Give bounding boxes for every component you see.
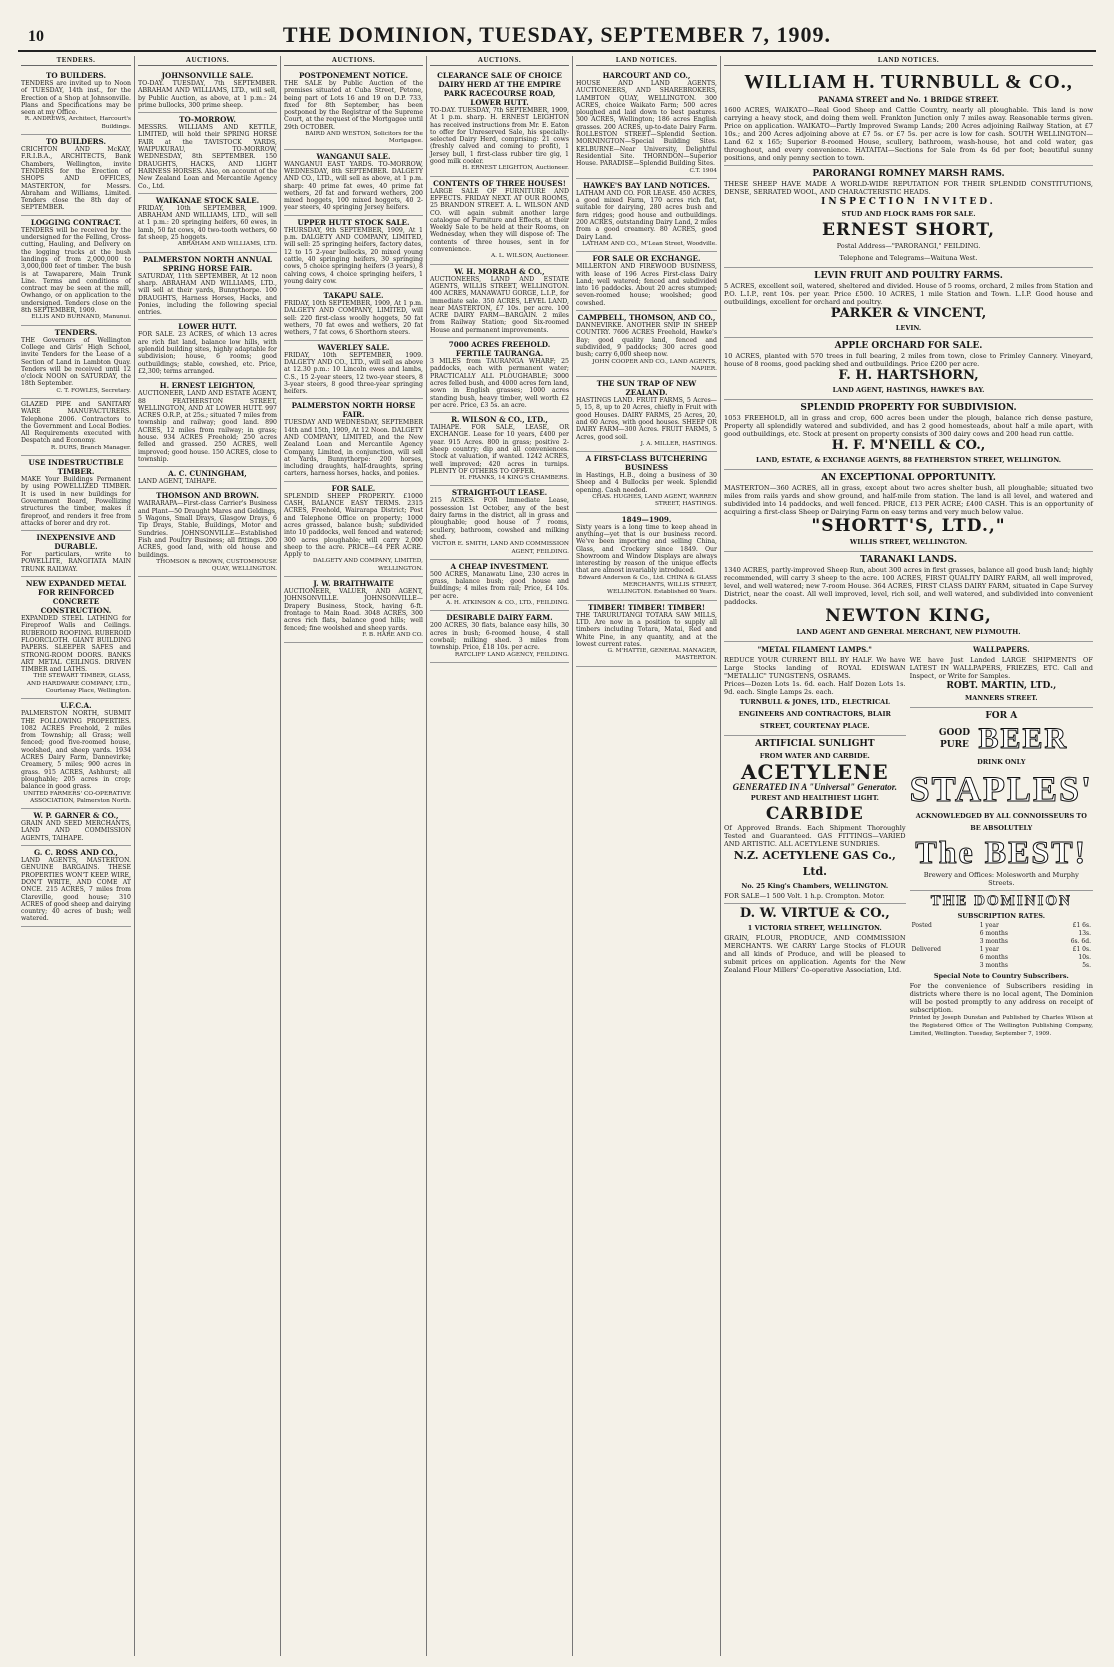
lamps-body: REDUCE YOUR CURRENT BILL BY HALF. We have Large Stocks landing of ROYAL EDISWAN "METALLIC" TUNGSTENS, OSRAMS. xyxy=(724,656,906,680)
motor-for-sale: FOR SALE—1 500 Volt. 1 h.p. Crompton. Motor. xyxy=(724,892,885,900)
virtue-body: GRAIN, FLOUR, PRODUCE, AND COMMISSION MERCHANTS. WE CARRY Large Stocks of FLOUR and all kinds of Produce, and will be pleased to submit prices on application. Agents for the New Zealand Flour Millers' Co-operative Association, Ltd. xyxy=(724,934,906,974)
subscription-cell: 1 year xyxy=(979,946,999,953)
virtue-name: D. W. VIRTUE & CO., xyxy=(739,906,890,921)
ad-title: UPPER HUTT STOCK SALE. xyxy=(297,217,410,227)
nz-acetylene-name: N.Z. ACETYLENE GAS Co., Ltd. xyxy=(733,849,896,878)
advertisement xyxy=(138,113,277,194)
ad-title: WAVERLEY SALE. xyxy=(317,342,390,352)
ad-body: TO-DAY. TUESDAY, 7th SEPTEMBER, 1909, At 1 p.m. sharp. H. ERNEST LEIGHTON has received instructions from Mr. E. Eaton to offer for Unreserved Sale, his specially-selected Dairy Herd, comprising: 21 cows (freshly calved and coming to profit), 1 Jersey bull, 1 first-class rubber tire gig, 1 good milk cooler. xyxy=(430,107,569,166)
ad-body: MESSRS. WILLIAMS AND KETTLE, LIMITED, will hold their SPRING HORSE FAIR at the TAVISTOCK YARDS, WAIPUKURAU, TO-MORROW, WEDNESDAY, 8th SEPTEMBER. 150 DRAUGHTS, HACKS, AND LIGHT HARNESS HORSES. Also, on account of the New Zealand Loan and Mercantile Agency Co., Ltd. xyxy=(138,124,277,190)
lamps-ad xyxy=(724,642,906,736)
columns xyxy=(18,56,1096,1656)
acetylene-generator: GENERATED IN A "Universal" Generator. xyxy=(732,782,898,792)
ad-body: Sixty years is a long time to keep ahead in anything—yet that is our business record. We've been importing and selling China, Glass, and Crockery since 1849. Our Showroom and Window Displays are always interesting by reason of the unique effects that are almost invariably introduced. xyxy=(576,523,717,575)
ad-body: LATHAM AND CO. FOR LEASE. 450 ACRES, a good mixed Farm, 170 acres rich flat, suitable for dairying, 280 acres bush and fern ridges; good house and outbuildings. 200 ACRES, outstanding Dairy Land, 2 miles from a good creamery. 80 ACRES, good Dairy Land. xyxy=(576,189,717,241)
special-note: Special Note to Country Subscribers. xyxy=(933,972,1069,980)
advertisement xyxy=(576,252,717,311)
column-2 xyxy=(135,56,281,1656)
acetylene-sub: FROM WATER AND CARBIDE. xyxy=(759,752,870,760)
ad-signature: R. DURS, Branch Manager. xyxy=(50,444,131,451)
lamps-title: "METAL FILAMENT LAMPS." xyxy=(757,645,872,654)
ad-title: HARCOURT AND CO., xyxy=(602,71,691,80)
subdivision-body: 1053 FREEHOLD, all in grass and crop, 600 acres been under the plough, balance rich dense pasture, Property all splendidly watered and subdivided, and has 2 good homesteads, about half a mile apart, with good outbuildings, etc. Stock at present on property consists of 300 dairy cows and 200 head run cattle. xyxy=(724,414,1093,438)
advertisement xyxy=(138,467,277,489)
ad-signature: F. B. HARE AND CO. xyxy=(362,631,423,638)
subscription-cell: 10s. xyxy=(1078,954,1091,961)
ad-body: TO-DAY. TUESDAY, 7th SEPTEMBER. ABRAHAM AND WILLIAMS, LTD., will sell, by Public Auction, as above, at 1 p.m.: 24 prime bullocks, 300 prime sheep. xyxy=(138,80,277,109)
ad-body: THE TARURUTANGI TOTARA SAW MILLS, LTD. Are now in a position to supply all timbers including Totara, Matai, Red and White Pine, in any quantity, and at the lowest current rates. xyxy=(576,611,717,648)
ad-signature: DALGETY AND COMPANY, LIMITED, WELLINGTON. xyxy=(312,558,423,572)
subscription-cell: 3 months xyxy=(979,938,1008,945)
advertisement xyxy=(21,531,131,577)
parorangi-title: PARORANGI ROMNEY MARSH RAMS. xyxy=(812,169,1005,179)
ad-signature: RATCLIFF LAND AGENCY, FEILDING. xyxy=(454,651,569,658)
apple-orchard-ad xyxy=(724,338,1093,400)
exceptional-body: MASTERTON—360 ACRES, all in grass, except about two acres shelter bush, all ploughable; situated two miles from rails yards and show ground, and half-mile from station. The land is all level, and watered and subdivided into 14 paddocks, and well fenced. PRICE, £13 PER ACRE; £400 CASH. This is an opportunity of acquiring a first-class Sheep or Dairying Farm on easy terms and very much below value. xyxy=(724,484,1093,516)
dominion-sub: SUBSCRIPTION RATES. xyxy=(957,912,1045,920)
ad-title: USE INDESTRUCTIBLE TIMBER. xyxy=(28,458,124,477)
taranaki-body: 1340 ACRES, partly-improved Sheep Run, about 300 acres in first grasses, balance all good bush land; highly recommended, will carry 3 sheep to the acre. 100 ACRES, FIRST QUALITY DAIRY FARM, all well improved, level, and well watered; new 7-room House. 364 ACRES, FIRST CLASS DAIRY FARM, situated in Cape Survey District, near the coast. All well improved, level, rich soil, and well watered, and subdivided into convenient paddocks. xyxy=(724,566,1093,606)
ad-body: 215 ACRES. FOR Immediate Lease, possession 1st October, any of the best dairy farms in the district, all in grass and ploughable; good house of 7 rooms, scullery, bathroom, cowshed and milking shed. xyxy=(430,497,569,541)
ad-title: TIMBER! TIMBER! TIMBER! xyxy=(587,602,706,612)
ad-signature: UNITED FARMERS' CO-OPERATIVE ASSOCIATION, Palmerston North. xyxy=(23,790,131,804)
advertisement xyxy=(21,456,131,531)
page-number: 10 xyxy=(28,28,44,45)
ad-body: TUESDAY AND WEDNESDAY, SEPTEMBER 14th and 15th, 1909, At 12 Noon. DALGETY AND COMPANY, LIMITED, and the New Zealand Loan and Mercantile Agency Company, Limited, in conjunction, will sell at Yards, Bunnythorpe: 200 horses, including draughts, half-draughts, spring carters, harness horses, hacks, and ponies. xyxy=(284,419,423,478)
wallpapers-title: WALLPAPERS. xyxy=(973,645,1030,654)
ad-body: THURSDAY, 9th SEPTEMBER, 1909, At 1 p.m. DALGETY AND COMPANY, LIMITED, will sell: 25 springing heifers, factory dates, 12 to 15 2-year bullocks, 20 mixed young cattle, 40 springing heifers, 30 springing cows, 5 choice springing heifers (3 years), 8 calving cows, 4 choice springing heifers, 1 young dairy cow. xyxy=(284,226,423,285)
dominion-title: THE DOMINION xyxy=(930,893,1072,909)
exceptional-ad xyxy=(724,470,1093,552)
ad-title: A. C. CUNINGHAM, xyxy=(168,469,247,479)
advertisement xyxy=(21,399,131,456)
wallpapers-body: WE have Just Landed LARGE SHIPMENTS OF LATEST IN WALLPAPERS, FRIEZES, ETC. Call and Inspect, or Write for Samples. xyxy=(909,656,1093,680)
ad-body: CRICHTON AND McKAY, F.R.I.B.A., ARCHITECTS, Bank Chambers, Wellington, invite TENDERS for the Erection of SHOPS AND OFFICES, MASTERTON, for Messrs. Abraham and Williams, Limited. Tenders close the 8th day of SEPTEMBER. xyxy=(21,146,131,212)
masthead xyxy=(18,20,1096,52)
advertisement xyxy=(138,320,277,379)
parorangi-ad xyxy=(724,166,1093,268)
ad-body: SATURDAY, 11th SEPTEMBER, At 12 noon sharp. ABRAHAM AND WILLIAMS, LTD., will sell at their yards, Bunnythorpe. 100 DRAUGHTS, Harness Horses, Hacks, and Ponies, including the following special entries. xyxy=(138,272,277,317)
newspaper-title: THE DOMINION, TUESDAY, SEPTEMBER 7, 1909. xyxy=(282,22,832,47)
lower-right-ads xyxy=(724,642,1093,1041)
ad-title: THE SUN TRAP OF NEW ZEALAND. xyxy=(596,379,697,398)
advertisement xyxy=(21,69,131,135)
apple-title: APPLE ORCHARD FOR SALE. xyxy=(834,341,983,351)
advertisement xyxy=(138,379,277,467)
newton-king-name: NEWTON KING, xyxy=(825,606,992,626)
hartshorn-address: LAND AGENT, HASTINGS, HAWKE'S BAY. xyxy=(832,386,985,394)
lamps-prices: Prices—Dozen Lots 1s. 6d. each. Half Dozen Lots 1s. 9d. each. Single Lamps 2s. each. xyxy=(724,680,906,696)
column-3 xyxy=(281,56,427,1656)
advertisement xyxy=(576,452,717,512)
right-heading: LAND NOTICES. xyxy=(724,56,1093,66)
ad-body: in Hastings, H.B., doing a business of 30 Sheep and 4 Bullocks per week. Splendid opening. Cash needed. xyxy=(576,472,717,494)
column-4 xyxy=(427,56,573,1656)
parorangi-invite: INSPECTION INVITED. xyxy=(821,197,996,207)
ad-signature: CHAS. HUGHES, LAND AGENT, WARREN STREET, HASTINGS. xyxy=(592,494,717,508)
subscription-cell: Delivered xyxy=(911,946,941,953)
ad-signature: H. FRANKS, 14 KING'S CHAMBERS. xyxy=(459,475,569,482)
ad-signature: J. A. MILLER, HASTINGS. xyxy=(640,440,717,447)
advertisement xyxy=(576,377,717,452)
dominion-subscription xyxy=(910,891,1093,1041)
parorangi-stud: STUD AND FLOCK RAMS FOR SALE. xyxy=(841,210,976,218)
ad-signature: C. T. FOWLES, Secretary. xyxy=(56,387,131,394)
ad-signature: Edward Anderson & Co., Ltd. CHINA & GLASS MERCHANTS, WILLIS STREET, WELLINGTON. Established 60 Years. xyxy=(578,574,717,596)
subscription-row xyxy=(910,922,1093,930)
ad-title: STRAIGHT-OUT LEASE. xyxy=(451,488,548,498)
ad-body: LAND AGENTS, MASTERTON. GENUINE BARGAINS. THESE PROPERTIES WON'T KEEP. WIRE, DON'T WRITE, AND COME AT ONCE. 215 ACRES, 7 miles from Clareville, good house; 310 ACRES of good sheep and dairying country; 40 acres of bush; well watered. xyxy=(21,857,131,923)
advertisement xyxy=(430,413,569,486)
acetylene-title: ARTIFICIAL SUNLIGHT xyxy=(754,739,875,749)
brewery-address: Brewery and Offices: Molesworth and Murphy Streets. xyxy=(923,871,1079,887)
ad-title: G. C. ROSS AND CO., xyxy=(34,848,118,858)
staples-beer-ad xyxy=(910,708,1093,891)
turnbull-sub: PANAMA STREET and No. 1 BRIDGE STREET. xyxy=(818,95,999,104)
shortts-address: WILLIS STREET, WELLINGTON. xyxy=(849,538,968,546)
ad-title: FOR SALE OR EXCHANGE. xyxy=(592,254,701,264)
ad-title: J. W. BRAITHWAITE xyxy=(313,579,394,589)
subscription-cell: 6 months xyxy=(979,954,1008,961)
ad-title: U.F.C.A. xyxy=(60,701,92,711)
column-heading: LAND NOTICES. xyxy=(576,56,717,66)
ad-body: 3 MILES from TAURANGA WHARF; 25 paddocks, each with permanent water; PRACTICALLY ALL PLOUGHABLE; 3000 acres felled bush, and 4000 acres fern land, sown in English grasses; 1000 acres standing bush, heavy timber, well worth £2 per acre. Price, £3 5s. an acre. xyxy=(430,358,569,409)
ad-title: TO BUILDERS. xyxy=(46,71,106,80)
ad-signature: LATHAM AND CO., M'Lean Street, Woodville. xyxy=(582,240,717,247)
levin-body: 5 ACRES, excellent soil, watered, sheltered and divided. House of 5 rooms, orchard, 2 miles from Station and P.O. L.I.P., rent 10s. per year. Price £500. 10 ACRES, 1 mile Station and Town. L.I.P. Good house and outbuildings, excellent for orchard and poultry. xyxy=(724,282,1093,306)
advertisement xyxy=(284,482,423,577)
mneill-address: LAND, ESTATE, & EXCHANGE AGENTS, 88 FEATHERSTON STREET, WELLINGTON. xyxy=(755,456,1062,464)
subscription-cell: 1 year xyxy=(979,922,999,929)
special-note-body: For the convenience of Subscribers residing in districts where there is no local agent, The Dominion will be posted promptly to any address on receipt of subscription. xyxy=(909,982,1093,1014)
advertisement xyxy=(138,194,277,253)
ad-body: EXPANDED STEEL LATHING for Fireproof Walls and Ceilings. RUBEROID ROOFING. RUBEROID FLOORCLOTH. GIANT BUILDING PAPERS. SLEEPER SAFES and STRONG-ROOM DOORS. BANKS ART METAL CEILINGS. DRIVEN TIMBER and LATHS. xyxy=(21,615,131,674)
advertisement xyxy=(21,699,131,809)
column-1 xyxy=(18,56,135,1656)
ad-title: THOMSON AND BROWN. xyxy=(156,491,259,501)
ad-title: LOGGING CONTRACT. xyxy=(30,217,122,227)
parker-vincent-name: PARKER & VINCENT, xyxy=(830,306,987,321)
ad-body: AUCTIONEER, LAND AND ESTATE AGENT, 88 FEATHERSTON STREET, WELLINGTON, AND AT LOWER HUTT. 997 ACRES O.R.P., at 25s.; situated 7 miles from township and railway; good land. 890 ACRES, 12 miles from railway; in grass; house. 934 ACRES Freehold; 250 acres felled and grassed. 250 ACRES, well improved; good house. 150 ACRES, close to township. xyxy=(138,390,277,463)
subscription-cell xyxy=(910,938,978,946)
advertisement xyxy=(21,135,131,216)
advertisement xyxy=(138,69,277,113)
ad-signature: ABRAHAM AND WILLIAMS, LTD. xyxy=(177,241,277,248)
subscription-cell: 6s. 6d. xyxy=(1070,938,1091,945)
advertisement xyxy=(284,289,423,340)
ad-signature: THOMSON & BROWN, CUSTOMHOUSE QUAY, WELLINGTON. xyxy=(156,558,277,573)
ad-title: CONTENTS OF THREE HOUSES! xyxy=(433,178,566,188)
robt-martin-name: ROBT. MARTIN, LTD., xyxy=(946,681,1057,691)
ad-title: 7000 ACRES FREEHOLD. FERTILE TAURANGA. xyxy=(448,340,551,359)
ad-title: HAWKE'S BAY LAND NOTICES. xyxy=(583,180,710,190)
ad-title: TAKAPU SALE. xyxy=(323,291,384,301)
advertisement xyxy=(430,69,569,177)
ad-body: LAND AGENT, TAIHAPE. xyxy=(138,478,217,486)
nz-acetylene-address: No. 25 King's Chambers, WELLINGTON. xyxy=(741,882,889,890)
ad-title: H. ERNEST LEIGHTON, xyxy=(159,381,256,391)
advertisement xyxy=(284,69,423,150)
ad-body: 200 ACRES, 30 flats, balance easy hills, 30 acres in bush; 6-roomed house, 4 stall cowbail; milking shed. 3 miles from township. Price, £18 10s. per acre. xyxy=(430,622,569,652)
ad-signature: H. ERNEST LEIGHTON, Auctioneer. xyxy=(462,165,569,172)
advertisement xyxy=(430,611,569,662)
ad-title: FOR SALE. xyxy=(331,483,376,493)
advertisement xyxy=(284,150,423,216)
taranaki-title: TARANAKI LANDS. xyxy=(860,555,957,565)
advertisement xyxy=(576,69,717,179)
turnbull-jones-name: TURNBULL & JONES, LTD., ELECTRICAL ENGINEERS AND CONTRACTORS, BLAIR STREET, COURTENAY PLACE. xyxy=(738,698,891,730)
beer-good-pure: GOOD PURE xyxy=(938,728,971,750)
ad-body: FRIDAY, 10th SEPTEMBER, 1909. DALGETY AND CO., LTD., will sell as above at 12.30 p.m.: 10 Lincoln ewes and lambs, C.S., 15 2-year steers, 12 two-year steers, 8 3-year steers, 8 good three-year springing heifers. xyxy=(284,351,423,396)
taranaki-ad xyxy=(724,552,1093,642)
ad-signature: R. ANDREWS, Architect, Harcourt's Buildings. xyxy=(24,116,131,130)
column-heading: AUCTIONS. xyxy=(430,56,569,66)
ad-title: TO BUILDERS. xyxy=(46,137,106,147)
lower-right-right xyxy=(910,642,1093,1041)
ad-title: CAMPBELL, THOMSON, AND CO., xyxy=(577,313,716,323)
advertisement xyxy=(284,399,423,481)
subscription-cell: 6 months xyxy=(979,930,1008,937)
ad-body: TAIHAPE. FOR SALE, LEASE, OR EXCHANGE. Lease for 10 years, £400 per year. 915 Acres. 800 in grass; positive 2-sheep country; dip and all conveniences. Stock at valuation, if wanted. 1242 ACRES, well improved; 420 acres in turnips. PLENTY OF OTHERS TO OFFER. xyxy=(430,424,569,475)
beer-fora: FOR A xyxy=(985,711,1018,721)
ad-body: 500 ACRES, Manawatu Line, 230 acres in grass, balance bush; good house and buildings; 4 miles from rail; Price, £4 10s. per acre. xyxy=(430,570,569,600)
ad-signature: BAIRD AND WESTON, Solicitors for the Mortgagee. xyxy=(305,131,423,145)
parorangi-address: Postal Address—"PARORANGI," FEILDING. xyxy=(836,242,981,250)
ad-body: THE SALE by Public Auction of the premises situated at Cuba Street, Petone, being part of Lots 16 and 19 on D.P. 733, fixed for 8th September, has been postponed by the Registrar of the Supreme Court, at the request of the Mortgagee until 29th OCTOBER. xyxy=(284,80,423,131)
wallpapers-ad xyxy=(910,642,1093,708)
subscription-cell: £1 0s. xyxy=(1072,946,1091,953)
subscription-table xyxy=(910,922,1093,970)
ad-title: INEXPENSIVE AND DURABLE. xyxy=(36,533,116,552)
ad-body: WAIRARAPA—First-class Carrier's Business and Plant—50 Draught Mares and Geldings, 5 Wagons, Small Drays, Glasgow Drays, 6 Tip Drays, Stable, Buildings, Motor and Sundries. JOHNSONVILLE—Established Fish and Poultry Business; all fittings. 200 ACRES, good land, with old house and buildings. xyxy=(138,500,277,559)
turnbull-title: WILLIAM H. TURNBULL & CO., xyxy=(744,71,1073,93)
subscription-cell: 13s. xyxy=(1078,930,1091,937)
ad-body: GLAZED PIPE and SANITARY WARE MANUFACTURERS. Telephone 2006. Contractors to the Government and Local Bodies. All Requirements executed with Despatch and Economy. xyxy=(21,400,131,445)
ad-title: TO-MORROW. xyxy=(179,115,236,125)
subscription-cell: Posted xyxy=(911,922,932,929)
robt-martin-address: MANNERS STREET. xyxy=(965,694,1038,702)
ad-signature: ELLIS AND BURNAND, Manunui. xyxy=(31,314,131,321)
advertisement xyxy=(284,216,423,289)
ad-body: SPLENDID SHEEP PROPERTY. £1000 CASH, BALANCE EASY TERMS. 2315 ACRES, Freehold, Wairarapa District; Post and Telephone Office on property; 1000 acres grassed, balance bush; subdivided into 10 paddocks, well fenced and watered; 300 acres ploughable; will carry 2,000 sheep to the acre. PRICE—£4 PER ACRE. Apply to xyxy=(284,492,423,559)
advertisement xyxy=(576,601,717,667)
ad-body: TENDERS are invited up to Noon of TUESDAY, 14th inst., for the Erection of a Shop at Johnsonville. Plans and Specifications may be seen at my Office. xyxy=(21,80,131,117)
subscription-cell xyxy=(910,962,978,970)
ad-signature: THE STEWART TIMBER, GLASS, AND HARDWARE COMPANY, LTD., Courtenay Place, Wellington. xyxy=(26,673,131,694)
ad-body: LARGE SALE OF FURNITURE AND EFFECTS. FRIDAY NEXT. AT OUR ROOMS, 25 BRANDON STREET. A. L. WILSON AND CO. will again submit another large catalogue of Furniture and Effects, at their Weekly Sale to be held at their Rooms, on Wednesday, when they will dispose of: The contents of three houses, sent in for convenience. xyxy=(430,187,569,254)
advertisement xyxy=(430,338,569,413)
ad-title: JOHNSONVILLE SALE. xyxy=(161,71,254,80)
carbide-big: CARBIDE xyxy=(765,804,864,824)
advertisement xyxy=(138,489,277,577)
newton-king-address: LAND AGENT AND GENERAL MERCHANT, NEW PLYMOUTH. xyxy=(796,628,1021,636)
right-section xyxy=(721,56,1096,1656)
ad-body: FOR SALE. 23 ACRES, of which 13 acres are rich flat land, balance low hills, with splendid building sites, highly adaptable for subdivision; house, 6 rooms; good outbuildings; stable, cowshed, etc. Price, £2,300; terms arranged. xyxy=(138,331,277,375)
shortts-name: "SHORTT'S, LTD.," xyxy=(811,516,1006,536)
ad-body: AUCTIONEER, VALUER, AND AGENT, JOHNSONVILLE. JOHNSONVILLE—Drapery Business, Stock, having 6-ft. frontage to Main Road. 3048 ACRES, 300 acres rich flats, balance good hills; well fenced; fine woolshed and sheep yards. xyxy=(284,588,423,632)
subscription-row xyxy=(910,946,1093,954)
ad-body: MAKE Your Buildings Permanent by using POWELLIZED TIMBER. It is used in new buildings for Government Board, Powellizing structures the timber, makes it fireproof, and renders it free from attacks of borer and dry rot. xyxy=(21,476,131,527)
advertisement xyxy=(284,341,423,400)
imprint: Printed by Joseph Dunstan and Published by Charles Wilson at the Registered Office of The Wellington Publishing Company, Limited, Wellington. Tuesday, September 7, 1909. xyxy=(909,1015,1093,1037)
ad-title: PALMERSTON NORTH ANNUAL SPRING HORSE FAIR. xyxy=(142,254,273,273)
advertisement xyxy=(576,513,717,601)
acetylene-big: ACETYLENE xyxy=(740,760,889,784)
subscription-cell: 5s. xyxy=(1082,962,1091,969)
ad-body: HASTINGS LAND. FRUIT FARMS, 5 Acres—5, 15, 8, up to 20 Acres, chiefly in Fruit with good Houses. DAIRY FARMS, 25 Acres, 20, and 60 Acres, with good houses. SHEEP OR DAIRY FARM—300 Acres. FRUIT FARMS, 5 Acres, good soil. xyxy=(576,397,717,441)
ad-title: PALMERSTON NORTH HORSE FAIR. xyxy=(291,401,416,420)
advertisement xyxy=(576,311,717,377)
beer-drink-only: DRINK ONLY xyxy=(977,758,1026,766)
ad-title: CLEARANCE SALE OF CHOICE DAIRY HERD AT THE EMPIRE PARK RACECOURSE ROAD, LOWER HUTT. xyxy=(437,71,562,107)
virtue-address: 1 VICTORIA STREET, WELLINGTON. xyxy=(747,924,882,932)
advertisement xyxy=(430,486,569,559)
advertisement xyxy=(21,577,131,699)
advertisement xyxy=(21,846,131,927)
ad-body: FRIDAY, 10th SEPTEMBER, 1909. ABRAHAM AND WILLIAMS, LTD., will sell at 1 p.m.: 20 springing heifers, 60 ewes, in lamb, 50 fat cows, 40 two-tooth wethers, 60 fat sheep, 25 hoggets. xyxy=(138,204,277,242)
mneill-name: H. F. M'NEILL & CO., xyxy=(831,438,986,453)
ad-title: R. WILSON & CO., LTD., xyxy=(451,415,548,425)
column-5 xyxy=(573,56,721,1656)
ad-title: POSTPONEMENT NOTICE. xyxy=(298,71,409,80)
ad-body: WANGANUI EAST YARDS. TO-MORROW, WEDNESDAY, 8th SEPTEMBER. DALGETY AND CO., LTD., will sell as above, at 1 p.m. sharp: 40 prime fat ewes, 40 prime fat wethers, 20 fat and forward wethers, 200 mixed hoggets, 100 mixed hoggets, 40 2-year steers, 40 springing Jersey heifers. xyxy=(284,160,423,212)
beer-line xyxy=(910,722,1093,756)
subscription-cell: £1 6s. xyxy=(1072,922,1091,929)
the-best-big: The BEST! xyxy=(915,834,1088,870)
advertisement xyxy=(138,253,277,321)
subscription-cell xyxy=(910,930,978,938)
ad-body: MILLERTON AND FIREWOOD BUSINESS, with lease of 196 Acres First-class Dairy Land; well watered; fenced and subdivided into 16 paddocks. About 20 acres stumped; seven-roomed house; woolshed; good cowshed. xyxy=(576,263,717,307)
column-heading: TENDERS. xyxy=(21,56,131,66)
advertisement xyxy=(21,216,131,326)
ad-body: PALMERSTON NORTH, SUBMIT THE FOLLOWING PROPERTIES. 1082 ACRES Freehold, 2 miles from Township; all Grass; well fenced; good five-roomed house, woolshed, and sheep yards. 1934 ACRES Dairy Farm, Dannevirke; Creamery, 5 miles; 900 acres in grass. 915 ACRES, Ashhurst; all ploughable; 205 acres in crop; balance in good grass. xyxy=(21,710,131,791)
ad-title: W. H. MORRAH & CO., xyxy=(454,266,545,276)
advertisement xyxy=(21,326,131,399)
virtue-ad xyxy=(724,904,906,977)
advertisement xyxy=(430,177,569,265)
ad-title: WAIKANAE STOCK SALE. xyxy=(155,195,260,205)
ad-title: W. P. GARNER & CO., xyxy=(33,811,119,821)
subdivision-title: SPLENDID PROPERTY FOR SUBDIVISION. xyxy=(800,403,1017,413)
ad-title: A CHEAP INVESTMENT. xyxy=(450,561,549,571)
levin-ad xyxy=(724,268,1093,338)
ad-title: 1849—1909. xyxy=(621,514,672,524)
ad-title: DESIRABLE DAIRY FARM. xyxy=(446,613,553,623)
levin-place: LEVIN. xyxy=(895,324,922,332)
column-heading: AUCTIONS. xyxy=(284,56,423,66)
parorangi-telephone: Telephone and Telegrams—Waituna West. xyxy=(839,254,978,262)
subscription-row xyxy=(910,938,1093,946)
subscription-row xyxy=(910,962,1093,970)
staples-big: STAPLES' xyxy=(909,769,1093,809)
subscription-cell: 3 months xyxy=(979,962,1008,969)
advertisement xyxy=(284,577,423,643)
ad-title: LOWER HUTT. xyxy=(178,322,237,332)
acetylene-purest: PUREST AND HEALTHIEST LIGHT. xyxy=(750,794,879,802)
parorangi-body: THESE SHEEP HAVE MADE A WORLD-WIDE REPUTATION FOR THEIR SPLENDID CONSTITUTIONS, DENSE, SERRATED WOOL, AND CHARACTERISTIC HEADS. xyxy=(724,180,1093,196)
ad-body: FRIDAY, 10th SEPTEMBER, 1909, At 1 p.m. DALGETY AND COMPANY, LIMITED, will sell: 220 first-class woolly hoggets, 50 fat wethers, 70 fat ewes and wethers, 20 fat wethers, 7 fat cows, 6 Shorthorn steers. xyxy=(284,300,423,337)
ad-body: DANNEVIRKE. ANOTHER SNIP IN SHEEP COUNTRY. 7606 ACRES Freehold, Hawke's Bay; good quality land, fenced and subdivided, 9 paddocks; 300 acres good bush; carry 6,000 sheep now. xyxy=(576,322,717,359)
levin-title: LEVIN FRUIT AND POULTRY FARMS. xyxy=(814,271,1003,281)
column-heading: AUCTIONS. xyxy=(138,56,277,66)
ad-signature: JOHN COOPER AND CO., LAND AGENTS, NAPIER. xyxy=(592,358,717,372)
subdivision-ad xyxy=(724,400,1093,470)
exceptional-title: AN EXCEPTIONAL OPPORTUNITY. xyxy=(821,473,996,483)
subscription-row xyxy=(910,954,1093,962)
turnbull-ad xyxy=(724,69,1093,166)
ad-body: GRAIN AND SEED MERCHANTS, LAND AND COMMISSION AGENTS, TAIHAPE. xyxy=(21,820,131,842)
ad-body: TENDERS will be received by the undersigned for the Felling, Cross-cutting, Hauling, and Delivery on the logging trucks at the bush landings of from 2,000,000 to 3,000,000 feet of timber. The bush is at Tawaparere, Main Trunk Line. Terms and conditions of contract may be seen at the mill, Owhango, or on application to the undersigned. Tenders close on the 8th SEPTEMBER, 1909. xyxy=(21,226,131,315)
advertisement xyxy=(21,809,131,846)
subscription-row xyxy=(910,930,1093,938)
apple-body: 10 ACRES, planted with 570 trees in full bearing, 2 miles from town, close to Frimley Cannery. Vineyard, house of 8 rooms, good packing shed and outbuildings. Price £200 per acre. xyxy=(724,352,1093,368)
ad-body: THE Governors of Wellington College and Girls' High School, invite Tenders for the Lease of a Section of Land in Lambton Quay. Tenders will be received until 12 o'clock NOON on SATURDAY, the 18th September. xyxy=(21,336,131,388)
ad-title: NEW EXPANDED METAL FOR REINFORCED CONCRETE CONSTRUCTION. xyxy=(25,579,127,616)
ernest-short-name: ERNEST SHORT, xyxy=(821,220,996,240)
advertisement xyxy=(576,179,717,252)
ad-title: WANGANUI SALE. xyxy=(316,151,391,161)
beer-big: BEER xyxy=(978,722,1069,755)
subscription-cell xyxy=(910,954,978,962)
hartshorn-name: F. H. HARTSHORN, xyxy=(838,368,979,383)
ad-title: TENDERS. xyxy=(54,327,98,337)
beer-acknowledged: ACKNOWLEDGED BY ALL CONNOISSEURS TO BE ABSOLUTELY xyxy=(915,812,1087,832)
ad-body: For particulars, write to POWELLITE, RANGITATA MAIN TRUNK RAILWAY. xyxy=(21,551,131,573)
ad-body: AUCTIONEERS, LAND AND ESTATE AGENTS, WILLIS STREET, WELLINGTON. 400 ACRES, MANAWATU GORGE, L.I.P., for immediate sale. 350 ACRES, LEVEL LAND, near MASTERTON, £7 10s. per acre. 100 ACRE DAIRY FARM—BARGAIN. 2 miles from Railway Station; good Six-roomed House and permanent improvements. xyxy=(430,275,569,334)
ad-signature: VICTOR E. SMITH, LAND AND COMMISSION AGENT, FEILDING. xyxy=(431,541,569,555)
acetylene-ad xyxy=(724,736,906,904)
ad-signature: G. M'HATTIE, GENERAL MANAGER, MASTERTON. xyxy=(607,648,717,662)
ad-title: A FIRST-CLASS BUTCHERING BUSINESS xyxy=(585,454,708,473)
ad-signature: A. H. ATKINSON & CO., LTD., FEILDING. xyxy=(446,600,569,607)
advertisement xyxy=(430,560,569,611)
lower-right-left xyxy=(724,642,906,1041)
advertisement xyxy=(430,265,569,338)
ad-signature: A. L. WILSON, Auctioneer. xyxy=(490,253,569,260)
carbide-body: Of Approved Brands. Each Shipment Thoroughly Tested and Guaranteed. GAS FITTINGS—VARIED AND ARTISTIC. ALL ACETYLENE SUNDRIES. xyxy=(724,824,906,848)
turnbull-body: 1600 ACRES, WAIKATO—Real Good Sheep and Cattle Country, nearly all ploughable. This land is now carrying a heavy stock, and doing them well. Frankton Junction only 7 miles away. Reasonable terms given. Price on application. WAIKATO—Partly Improved Swamp Lands; 200 Acres adjoining Railway Station, at £7 10s.; and 200 Acres adjoining above at £7 5s. or £7 5s. per acre is low for cash. SOUTH WELLINGTON—Land 62 x 165; Superior 8-roomed House, scullery, bathroom, wash-house, hot and cold water, gas throughout, and every convenience. HATAITAI—Sections for Sale from 4s 6d per foot; beautiful sunny positions, and only penny section to town. xyxy=(724,106,1093,162)
ad-body: HOUSE AND LAND AGENTS, AUCTIONEERS, AND SHAREBROKERS, LAMBTON QUAY, WELLINGTON. 300 ACRES, choice Waikato Farm; 500 acres ploughed and laid down to best pastures. 300 ACRES, Wellington; 186 acres English grasses. 200 ACRES, up-to-date Dairy Farm. ROLLESTON STREET—Splendid Section. MORNINGTON—Special Building Sites. KELBURNE—Near University, Delightful Residential Site. THORNDON—Superior House. PARADISE—Splendid Building Sites. xyxy=(576,80,717,168)
ad-signature: C.T. 1904 xyxy=(689,167,717,174)
